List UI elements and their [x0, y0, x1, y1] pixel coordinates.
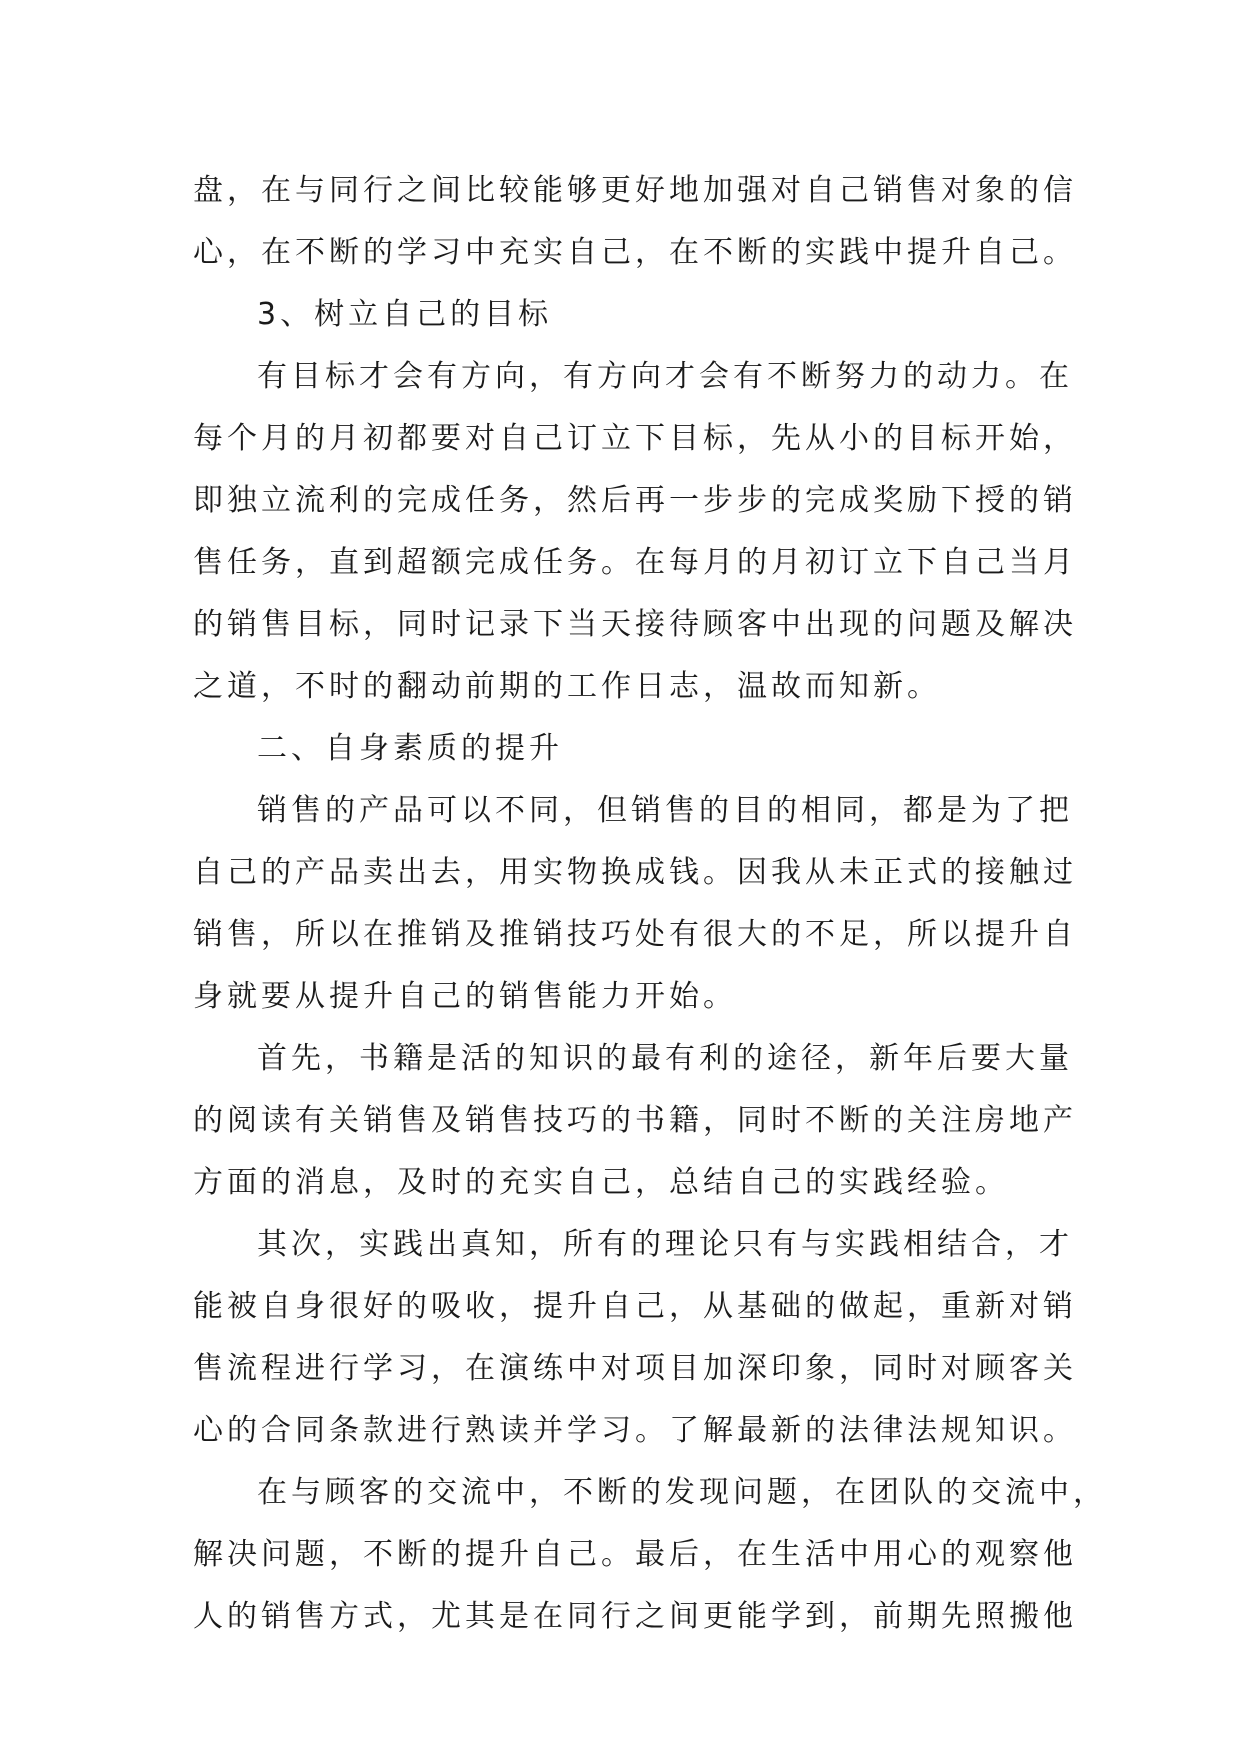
text-line: 方面的消息，及时的充实自己，总结自己的实践经验。	[193, 1165, 1009, 1200]
text-line: 即独立流利的完成任务，然后再一步步的完成奖励下授的销	[193, 483, 1077, 518]
paragraph-start-line: 销售的产品可以不同，但销售的目的相同，都是为了把	[257, 793, 1073, 828]
text-line: 心的合同条款进行熟读并学习。了解最新的法律法规知识。	[193, 1413, 1077, 1448]
paragraph-start-line: 在与顾客的交流中，不断的发现问题，在团队的交流中，	[257, 1475, 1107, 1510]
text-line: 之道，不时的翻动前期的工作日志，温故而知新。	[193, 669, 941, 704]
text-line: 销售，所以在推销及推销技巧处有很大的不足，所以提升自	[193, 917, 1077, 952]
paragraph-start-line: 有目标才会有方向，有方向才会有不断努力的动力。在	[257, 359, 1073, 394]
text-line: 自己的产品卖出去，用实物换成钱。因我从未正式的接触过	[193, 855, 1077, 890]
text-line: 心，在不断的学习中充实自己，在不断的实践中提升自己。	[193, 235, 1077, 270]
text-line: 售流程进行学习，在演练中对项目加深印象，同时对顾客关	[193, 1351, 1077, 1386]
text-line: 解决问题，不断的提升自己。最后，在生活中用心的观察他	[193, 1537, 1077, 1572]
text-line: 能被自身很好的吸收，提升自己，从基础的做起，重新对销	[193, 1289, 1077, 1324]
text-line: 的销售目标，同时记录下当天接待顾客中出现的问题及解决	[193, 607, 1077, 642]
text-line: 每个月的月初都要对自己订立下目标，先从小的目标开始，	[193, 421, 1077, 456]
text-line: 售任务，直到超额完成任务。在每月的月初订立下自己当月	[193, 545, 1077, 580]
text-line: 身就要从提升自己的销售能力开始。	[193, 979, 737, 1014]
text-line: 的阅读有关销售及销售技巧的书籍，同时不断的关注房地产	[193, 1103, 1077, 1138]
document-body	[193, 160, 1107, 1648]
text-line: 人的销售方式，尤其是在同行之间更能学到，前期先照搬他	[193, 1599, 1077, 1634]
text-line: 盘，在与同行之间比较能够更好地加强对自己销售对象的信	[193, 173, 1077, 208]
paragraph-start-line: 其次，实践出真知，所有的理论只有与实践相结合，才	[257, 1227, 1073, 1262]
section-heading: 3、树立自己的目标	[257, 297, 553, 332]
paragraph-start-line: 首先，书籍是活的知识的最有利的途径，新年后要大量	[257, 1041, 1073, 1076]
section-heading: 二、自身素质的提升	[257, 731, 563, 766]
